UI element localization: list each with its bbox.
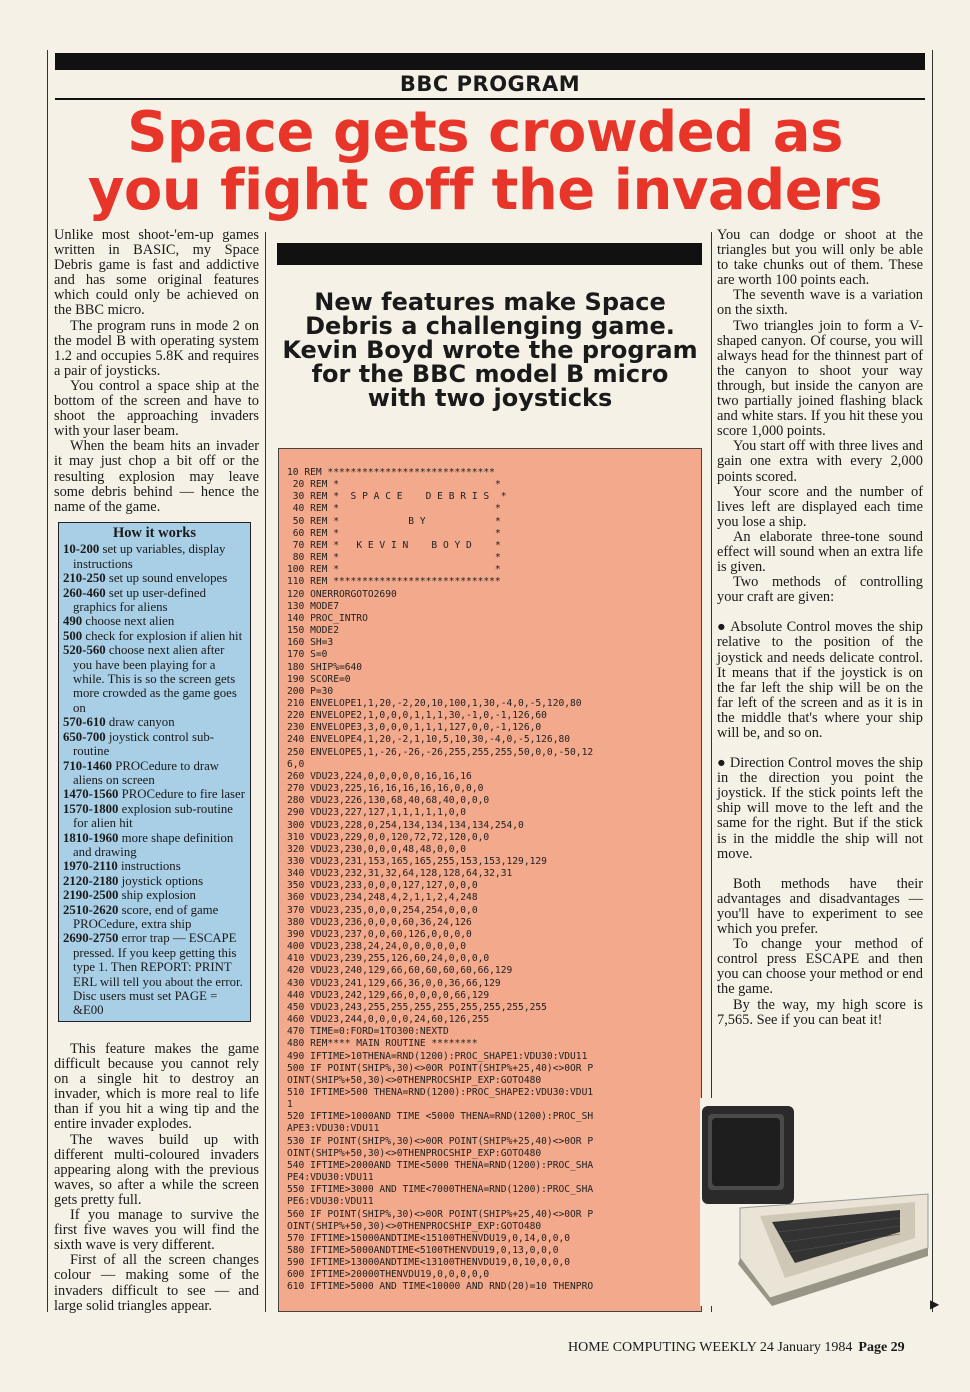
line-range: 1470-1560 — [63, 787, 119, 802]
item-description: set up user-defined graphics for aliens — [73, 585, 206, 615]
left-column-bottom — [54, 1042, 259, 1314]
how-it-works-item — [63, 802, 246, 831]
line-range: 10-200 — [63, 542, 100, 557]
deck-bar — [277, 243, 702, 265]
line-range: 1970-2110 — [63, 859, 118, 874]
item-description: error trap — ESCAPE pressed. If you keep getting this type 1. Then REPORT: PRINT ERL will tell you about the error. Disc users must set PAGE = &E00 — [73, 931, 243, 1018]
item-description: choose next alien after you have been playing for a while. This is so the screen gets more crowded as the game goes on — [73, 643, 237, 715]
item-description: joystick control sub-routine — [73, 729, 215, 759]
item-description: explosion sub-routine for alien hit — [73, 801, 233, 831]
left-column-top — [54, 228, 259, 515]
line-range: 1810-1960 — [63, 830, 119, 845]
column-rule-right — [932, 50, 933, 1312]
continue-arrow-icon: ▶ — [930, 1297, 940, 1311]
line-range: 500 — [63, 628, 83, 643]
item-description: more shape definition and drawing — [73, 830, 234, 859]
item-description: score, end of game PROCedure, extra ship — [73, 902, 219, 931]
headline-line-1: Space gets crowded as — [127, 100, 843, 165]
item-description: joystick options — [121, 873, 204, 888]
code-listing-box — [278, 448, 702, 1312]
paragraph: Your score and the number of lives left are displayed each time you lose a ship. — [717, 483, 923, 530]
item-description: ship explosion — [121, 888, 196, 903]
deck: New features make Space Debris a challenging game. Kevin Boyd wrote the program for the BBC model B micro with two joysticks — [282, 288, 698, 412]
item-description: set up variables, display instructions — [73, 542, 226, 571]
paragraph: The program runs in mode 2 on the model B with operating system 1.2 and occupies 5.8K and requires a pair of joysticks. — [54, 317, 259, 379]
item-description: instructions — [120, 859, 181, 874]
how-it-works-item — [63, 571, 246, 585]
how-it-works-item — [63, 629, 246, 643]
line-range: 520-560 — [63, 643, 106, 658]
line-range: 710-1460 — [63, 758, 113, 773]
how-it-works-item — [63, 586, 246, 615]
line-range: 2690-2750 — [63, 931, 119, 946]
page-number: Page 29 — [858, 1340, 905, 1355]
how-it-works-item — [63, 759, 246, 788]
paragraph: An elaborate three-tone sound effect will sound when an extra life is given. — [717, 528, 923, 576]
column-rule-left — [47, 50, 48, 1312]
line-range: 490 — [63, 614, 83, 629]
paragraph: The seventh wave is a variation on the sixth. — [717, 287, 923, 319]
paragraph: You control a space ship at the bottom of the screen and have to shoot the approaching invaders with your laser beam. — [54, 377, 259, 440]
top-bar — [55, 53, 925, 70]
item-description: draw canyon — [108, 715, 175, 730]
item-description: set up sound envelopes — [108, 571, 228, 586]
how-it-works-box — [58, 522, 251, 1022]
right-column — [717, 228, 923, 1028]
section-kicker: BBC PROGRAM — [399, 72, 581, 96]
how-it-works-item — [63, 903, 246, 932]
how-it-works-item — [63, 542, 246, 571]
how-it-works-item — [63, 931, 246, 1017]
bbc-micro-photo — [700, 1098, 930, 1306]
line-range: 650-700 — [63, 729, 106, 744]
item-description: choose next alien — [85, 614, 175, 629]
how-it-works-item — [63, 859, 246, 873]
paragraph: Two methods of controlling your craft are given: — [717, 574, 923, 606]
paragraph: First of all the screen changes colour — making some of the invaders difficult to see — and large solid triangles appear. — [54, 1252, 259, 1314]
line-range: 1570-1800 — [63, 801, 119, 816]
headline — [40, 100, 930, 223]
paragraph: ● Direction Control moves the ship in the direction you point the joystick. If the stick points left the ship will move to the left and the same for the right. But if the stick is in the middle the ship will not move. — [717, 755, 923, 862]
line-range: 2120-2180 — [63, 873, 119, 888]
paragraph: Two triangles join to form a V-shaped canyon. Of course, you will always head for the thinnest part of the canyon to shoot your way through, but inside the canyon are two partially joined flashing black and white stars. If you hit these you score 1,000 points. — [717, 317, 923, 440]
paragraph: When the beam hits an invader it may just chop a bit off or the resulting explosion may leave some debris behind — hence the name of the game. — [54, 438, 259, 515]
item-description: PROCedure to fire laser — [121, 787, 245, 802]
line-range: 570-610 — [63, 715, 106, 730]
footer — [568, 1340, 905, 1356]
item-description: check for explosion if alien hit — [85, 628, 243, 643]
how-it-works-item — [63, 715, 246, 729]
line-range: 210-250 — [63, 571, 106, 586]
paragraph: Unlike most shoot-'em-up games written in BASIC, my Space Debris game is fast and addictive and has some original features which could only be achieved on the BBC micro. — [54, 227, 259, 319]
how-it-works-item — [63, 787, 246, 801]
item-description: PROCedure to draw aliens on screen — [73, 758, 220, 787]
paragraph: The waves build up with different multi-coloured invaders appearing along with the previous waves, so after a while the screen gets pretty full. — [54, 1131, 259, 1208]
line-range: 2510-2620 — [63, 902, 119, 917]
how-it-works-item — [63, 730, 246, 759]
paragraph: You can dodge or shoot at the triangles but you will only be able to take chunks out of them. These are worth 100 points each. — [717, 227, 923, 289]
line-range: 2190-2500 — [63, 888, 119, 903]
paragraph: You start off with three lives and gain one extra with every 2,000 points scored. — [717, 438, 923, 485]
paragraph: Both methods have their advantages and disadvantages — you'll have to experiment to see which you prefer. — [717, 875, 923, 938]
how-it-works-list — [63, 542, 246, 1017]
paragraph: ● Absolute Control moves the ship relative to the position of the joystick and needs delicate control. It means that if the joystick is on the far left the ship will be on the far left of the screen and as it is in the middle that's where your ship will be, and so on. — [717, 619, 923, 741]
paragraph: If you manage to survive the first five waves you will find the sixth wave is very different. — [54, 1207, 259, 1254]
how-it-works-title: How it works — [113, 525, 196, 541]
how-it-works-item — [63, 831, 246, 860]
paragraph: By the way, my high score is 7,565. See if you can beat it! — [717, 996, 923, 1028]
headline-line-2: you fight off the invaders — [87, 158, 883, 223]
how-it-works-item — [63, 888, 246, 902]
how-it-works-item — [63, 614, 246, 628]
publication-line: HOME COMPUTING WEEKLY 24 January 1984 — [568, 1340, 853, 1355]
how-it-works-item — [63, 874, 246, 888]
line-range: 260-460 — [63, 585, 106, 600]
how-it-works-item — [63, 643, 246, 715]
paragraph: This feature makes the game difficult because you cannot rely on a single hit to destroy an invader, which is more real to life than if you hit a wing tip and the entire invader explodes. — [54, 1041, 259, 1133]
paragraph: To change your method of control press ESCAPE and then you can choose your method or end the game. — [717, 936, 923, 998]
column-rule-1 — [265, 232, 266, 1312]
code-listing: 10 REM ***************************** 20 REM * * 30 REM * S P A C E D E B R I S * 40 REM * * 50 REM * B Y * 60 REM * * 70 REM * K E V I N B O Y D * 80 REM * * 100 REM * * 110 REM ***************************** 120 ONERRORGOTO2690 130 MODE7 140 PROC_INTRO 150 MODE2 160 SH=3 170 S=0 180 SHIP%=640 190 SCORE=0 200 P=30 210 ENVELOPE1,1,20,-2,20,10,100,1,30,-4,0,-5,120,80 220 ENVELOPE2,1,0,0,0,1,1,1,30,-1,0,-1,126,60 230 ENVELOPE3,3,0,0,0,1,1,1,127,0,0,-1,126,0 240 ENVELOPE4,1,20,-2,1,10,5,10,30,-4,0,-5,126,80 250 ENVELOPE5,1,-26,-26,-26,255,255,255,50,0,0,-50,12 6,0 260 VDU23,224,0,0,0,0,0,16,16,16 270 VDU23,225,16,16,16,16,16,0,0,0 280 VDU23,226,130,68,40,68,40,0,0,0 290 VDU23,227,127,1,1,1,1,1,0,0 300 VDU23,228,0,254,134,134,134,134,254,0 310 VDU23,229,0,0,120,72,72,120,0,0 320 VDU23,230,0,0,0,48,48,0,0,0 330 VDU23,231,153,165,165,255,153,153,129,129 340 VDU23,232,31,32,64,128,128,64,32,31 350 VDU23,233,0,0,0,127,127,0,0,0 360 VDU23,234,248,4,2,1,1,2,4,248 370 VDU23,235,0,0,0,254,254,0,0,0 380 VDU23,236,0,0,0,60,36,24,126 390 VDU23,237,0,0,60,126,0,0,0,0 400 VDU23,238,24,24,0,0,0,0,0,0 410 VDU23,239,255,126,60,24,0,0,0,0 420 VDU23,240,129,66,60,60,60,60,66,129 430 VDU23,241,129,66,36,0,0,36,66,129 440 VDU23,242,129,66,0,0,0,0,66,129 450 VDU23,243,255,255,255,255,255,255,255,255 460 VDU23,244,0,0,0,0,24,60,126,255 470 TIME=0:FORD=1TO300:NEXTD 480 REM**** MAIN ROUTINE ******** 490 IFTIME>10THENA=RND(1200):PROC_SHAPE1:VDU30:VDU11 500 IF POINT(SHIP%,30)<>0OR POINT(SHIP%+25,40)<>0OR P OINT(SHIP%+50,30)<>0THENPROCSHIP_EXP:GOTO480 510 IFTIME>500 THENA=RND(1200):PROC_SHAPE2:VDU30:VDU1 1 520 IFTIME>1000AND TIME <5000 THENA=RND(1200):PROC_SH APE3:VDU30:VDU11 530 IF POINT(SHIP%,30)<>0OR POINT(SHIP%+25,40)<>0OR P OINT(SHIP%+50,30)<>0THENPROCSHIP_EXP:GOTO480 540 IFTIME>2000AND TIME<5000 THENA=RND(1200):PROC_SHA PE4:VDU30:VDU11 550 IFTIME>3000 AND TIME<7000THENA=RND(1200):PROC_SHA PE6:VDU30:VDU11 560 IF POINT(SHIP%,30)<>0OR POINT(SHIP%+25,40)<>0OR P OINT(SHIP%+50,30)<>0THENPROCSHIP_EXP:GOTO480 570 IFTIME>15000ANDTIME<15100THENVDU19,0,14,0,0,0 580 IFTIME>5000ANDTIME<5100THENVDU19,0,13,0,0,0 590 IFTIME>13000ANDTIME<13100THENVDU19,0,10,0,0,0 600 IFTIME>20000THENVDU19,0,0,0,0,0 610 IFTIME>5000 AND TIME<10000 AND RND(20)=10 THENPRO — [287, 467, 594, 1293]
